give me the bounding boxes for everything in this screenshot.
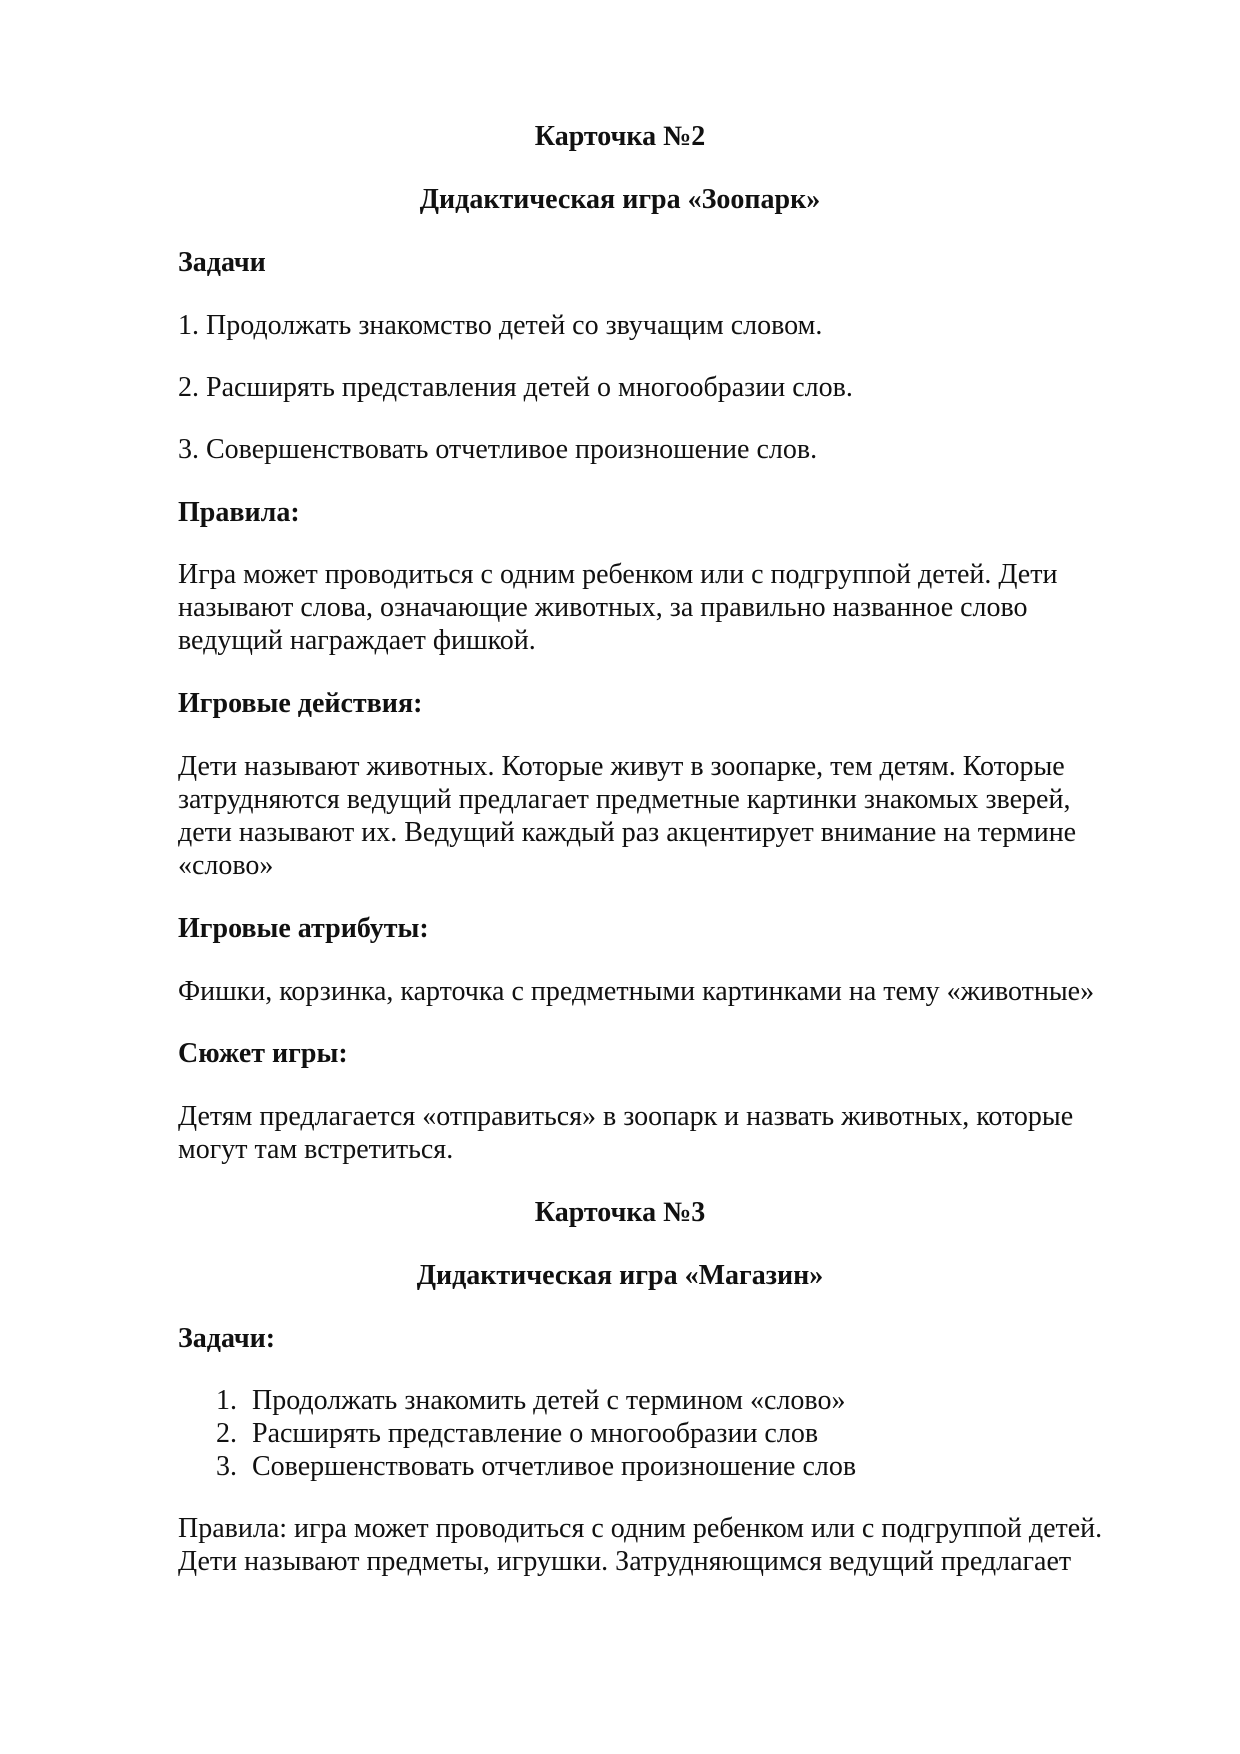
list-item-text: Расширять представление о многообразии слов	[252, 1418, 819, 1449]
card2-title: Карточка №2	[534, 121, 706, 152]
card2-actions-line-1: Дети называют животных. Которые живут в зоопарке, тем детям. Которые	[178, 751, 1065, 782]
card2-plot-heading: Сюжет игры:	[178, 1038, 348, 1069]
card2-attributes-text: Фишки, корзинка, карточка с предметными картинками на тему «животные»	[178, 976, 1095, 1007]
card2-attributes-heading: Игровые атрибуты:	[178, 913, 429, 944]
card2-rules-line-1: Игра может проводиться с одним ребенком или с подгруппой детей. Дети	[178, 559, 1058, 590]
card2-actions-line-4: «слово»	[178, 850, 274, 881]
card2-plot-line-2: могут там встретиться.	[178, 1134, 454, 1165]
card3-tasks-heading: Задачи:	[178, 1323, 276, 1354]
list-item-number: 3.	[216, 1451, 237, 1482]
card2-actions-heading: Игровые действия:	[178, 688, 423, 719]
card3-rules-line-1: Правила: игра может проводиться с одним ребенком или с подгруппой детей.	[178, 1513, 1103, 1544]
card3-game-title: Дидактическая игра «Магазин»	[416, 1260, 824, 1291]
card2-rules-line-3: ведущий награждает фишкой.	[178, 625, 536, 656]
card3-rules-line-2: Дети называют предметы, игрушки. Затрудняющимся ведущий предлагает	[178, 1546, 1072, 1577]
card2-actions-line-2: затрудняются ведущий предлагает предметные картинки знакомых зверей,	[178, 784, 1071, 815]
card2-rules-line-2: называют слова, означающие животных, за правильно названное слово	[178, 592, 1028, 623]
list-item-text: Совершенствовать отчетливое произношение слов	[252, 1451, 857, 1482]
card2-rules-heading: Правила:	[178, 497, 300, 528]
list-item-number: 2.	[216, 1418, 237, 1449]
card2-plot-line-1: Детям предлагается «отправиться» в зоопарк и назвать животных, которые	[178, 1101, 1074, 1132]
card2-task-1: 1. Продолжать знакомство детей со звучащим словом.	[178, 310, 823, 341]
card3-title: Карточка №3	[534, 1197, 706, 1228]
card2-task-2: 2. Расширять представления детей о многообразии слов.	[178, 372, 853, 403]
card2-task-3: 3. Совершенствовать отчетливое произношение слов.	[178, 434, 818, 465]
card2-tasks-heading: Задачи	[178, 247, 266, 278]
list-item-number: 1.	[216, 1385, 237, 1416]
list-item-text: Продолжать знакомить детей с термином «слово»	[252, 1385, 846, 1416]
card2-actions-line-3: дети называют их. Ведущий каждый раз акцентирует внимание на термине	[178, 817, 1077, 848]
card2-game-title: Дидактическая игра «Зоопарк»	[419, 184, 821, 215]
